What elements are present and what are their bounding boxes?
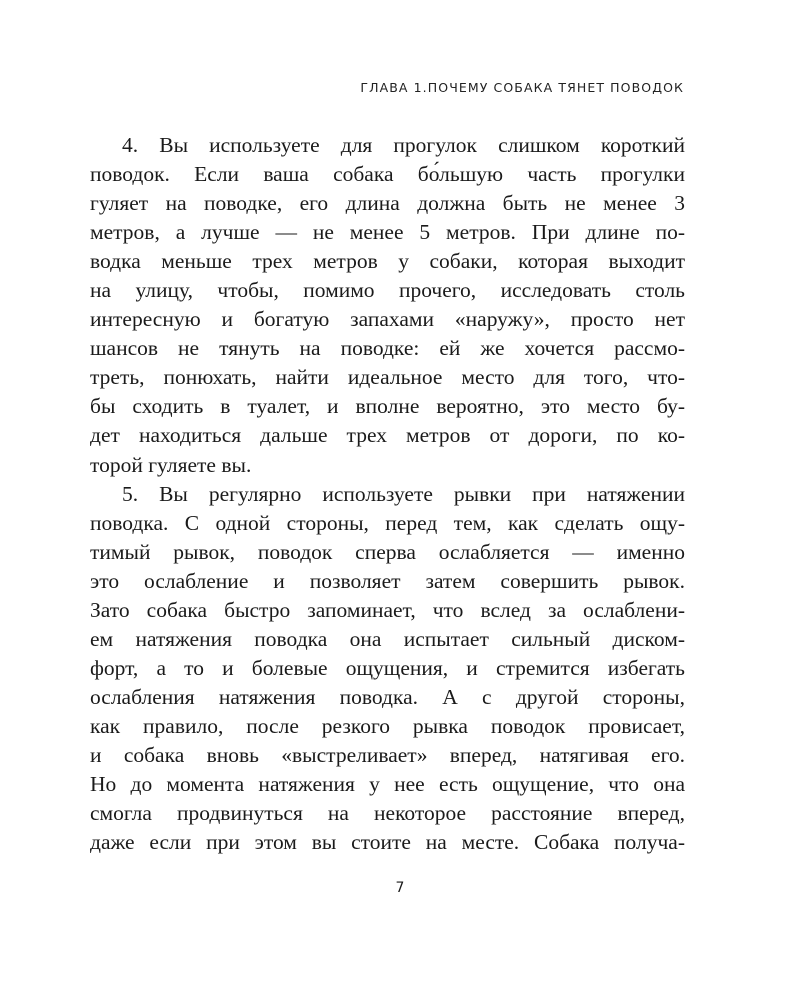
text-line: дет находиться дальше трех метров от дороги, по ко- bbox=[90, 423, 685, 448]
text-line: форт, а то и болевые ощущения, и стремится избегать bbox=[90, 655, 685, 680]
text-line: на улицу, чтобы, помимо прочего, исследовать столь bbox=[90, 278, 685, 303]
text-line: интересную и богатую запахами «наружу», просто нет bbox=[90, 307, 685, 332]
text-line: шансов не тянуть на поводке: ей же хочется рассмо- bbox=[90, 336, 685, 361]
running-header: ГЛАВА 1.ПОЧЕМУ СОБАКА ТЯНЕТ ПОВОДОК bbox=[360, 80, 684, 95]
text-line: поводок. Если ваша собака бо́льшую часть прогулки bbox=[90, 162, 685, 187]
paragraph-item-4 bbox=[90, 131, 685, 480]
text-line: это ослабление и позволяет затем совершить рывок. bbox=[90, 568, 685, 593]
text-line: гуляет на поводке, его длина должна быть не менее 3 bbox=[90, 191, 685, 216]
text-line: как правило, после резкого рывка поводок провисает, bbox=[90, 713, 685, 738]
body-text bbox=[90, 131, 685, 857]
text-line: Зато собака быстро запоминает, что вслед за ослаблени- bbox=[90, 597, 685, 622]
text-line: 5. Вы регулярно используете рывки при натяжении bbox=[122, 481, 685, 506]
text-line: ослабления натяжения поводка. А с другой стороны, bbox=[90, 684, 685, 709]
text-line: ем натяжения поводка она испытает сильный диском- bbox=[90, 626, 685, 651]
text-line: торой гуляете вы. bbox=[90, 452, 252, 477]
text-line: тимый рывок, поводок сперва ослабляется — именно bbox=[90, 539, 685, 564]
text-line: водка меньше трех метров у собаки, которая выходит bbox=[90, 249, 685, 274]
text-line: бы сходить в туалет, и вполне вероятно, это место бу- bbox=[90, 394, 685, 419]
text-line: треть, понюхать, найти идеальное место для того, что- bbox=[90, 365, 685, 390]
text-line: Но до момента натяжения у нее есть ощущение, что она bbox=[90, 772, 685, 797]
text-line: и собака вновь «выстреливает» вперед, натягивая его. bbox=[90, 742, 685, 767]
text-line: метров, а лучше — не менее 5 метров. При длине по- bbox=[90, 220, 685, 245]
text-line: 4. Вы используете для прогулок слишком короткий bbox=[122, 133, 685, 157]
page-number: 7 bbox=[395, 880, 405, 896]
text-line: поводка. С одной стороны, перед тем, как сделать ощу- bbox=[90, 510, 685, 535]
text-line: даже если при этом вы стоите на месте. Собака получа- bbox=[90, 830, 685, 855]
text-line: смогла продвинуться на некоторое расстояние вперед, bbox=[90, 801, 685, 826]
paragraph-item-5 bbox=[90, 480, 685, 858]
